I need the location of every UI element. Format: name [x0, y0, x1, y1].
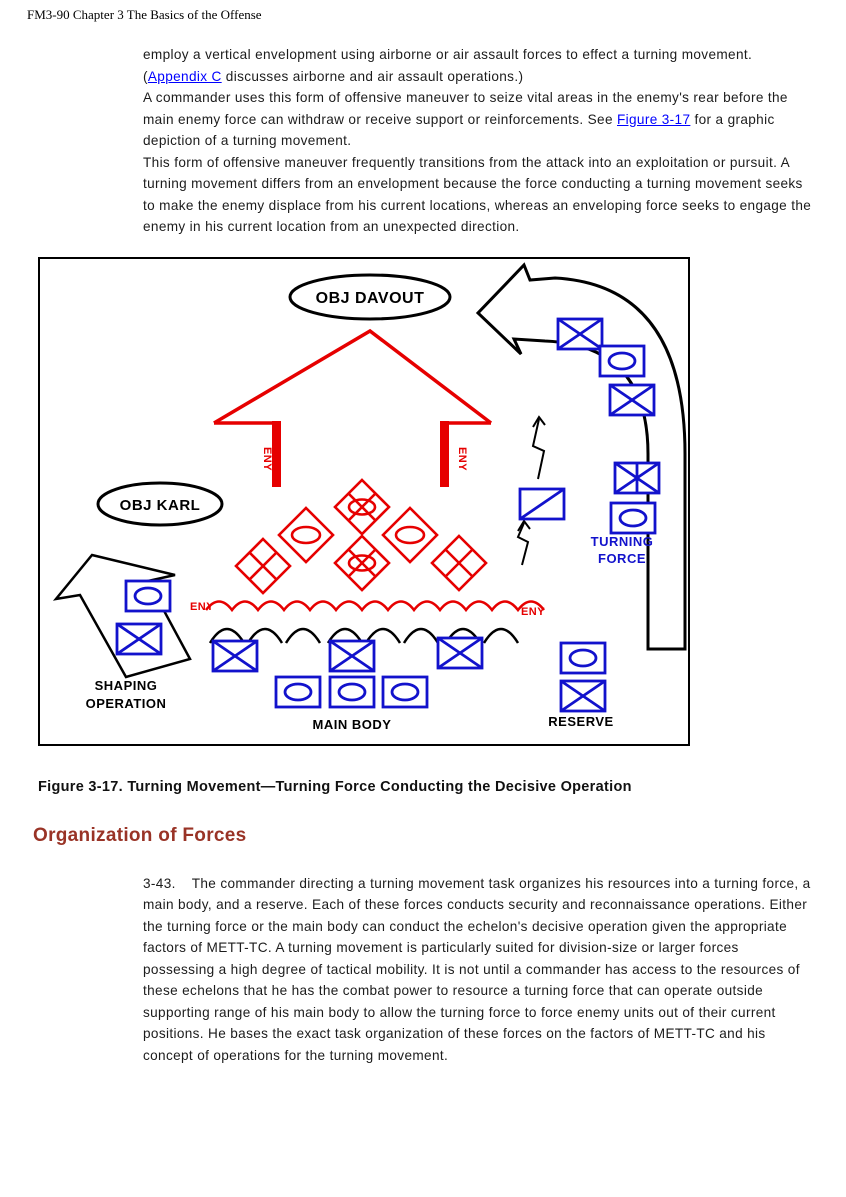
- paragraph-text: A commander uses this form of offensive maneuver to seize vital areas in the enemy's rear before the main enemy force can withdraw or receive support or reinforcements. See: [143, 90, 788, 127]
- section-heading: Organization of Forces: [33, 824, 247, 846]
- friendly-armor-symbol: [600, 346, 644, 376]
- friendly-armor-symbol: [126, 581, 170, 611]
- intro-paragraph-1: [143, 44, 812, 87]
- paragraph-3-43: [143, 873, 812, 1067]
- figure-caption: Figure 3-17. Turning Movement—Turning Force Conducting the Decisive Operation: [38, 778, 632, 795]
- bolt-arrowhead-icon: [518, 521, 530, 531]
- turning-force-label-line1: TURNING: [590, 533, 654, 549]
- main-body-label: MAIN BODY: [312, 716, 392, 732]
- paragraph-text: employ a vertical envelopment using airborne or air assault forces to effect a turning movement. (: [143, 47, 753, 84]
- fires-bolt-upper: [533, 417, 545, 479]
- friendly-armor-symbol: [611, 503, 655, 533]
- shaping-operation-label-line1: SHAPING: [94, 677, 158, 693]
- enemy-infantry-symbol: [236, 539, 290, 593]
- enemy-arrow-chevron: [214, 331, 491, 423]
- paragraph-text: for a graphic depiction of a turning movement.: [143, 111, 775, 148]
- paragraph-text: discusses airborne and air assault operations.): [221, 68, 524, 84]
- friendly-infantry-symbol: [117, 624, 161, 654]
- eny-label-left-shaft: ENY: [261, 446, 273, 471]
- shaping-operation-label-line2: OPERATION: [85, 695, 167, 711]
- turning-movement-diagram: [40, 259, 688, 744]
- obj-davout-label: OBJ DAVOUT: [315, 289, 425, 307]
- enemy-armor-symbol: [383, 508, 437, 562]
- enemy-flot-wavy-line: [206, 601, 544, 610]
- friendly-infantry-symbol: [558, 319, 602, 349]
- bolt-zigzag: [533, 419, 544, 479]
- friendly-infantry-symbol: [610, 385, 654, 415]
- friendly-armor-symbol: [330, 677, 374, 707]
- friendly-infantry-symbol: [438, 638, 482, 668]
- enemy-mech-infantry-symbol: [335, 536, 389, 590]
- eny-label-left-flot: ENY: [189, 600, 215, 613]
- eny-label-right-flot: ENY: [520, 605, 546, 618]
- friendly-armor-symbol: [276, 677, 320, 707]
- friendly-infantry-symbol: [213, 641, 257, 671]
- intro-paragraph-3: This form of offensive maneuver frequently transitions from the attack into an exploitation or pursuit. A turning movement differs from an envelopment because the force conducting a turning movement seeks to make the enemy displace from his current locations, whereas an enveloping force seeks to engage the enemy in his current location from an unexpected direction.: [143, 154, 812, 234]
- paragraph-text: The commander directing a turning movement task organizes his resources into a turning force, a main body, and a reserve. Each of these forces conducts security and reconnaissance operations. Either the turning force or the main body can conduct the echelon's decisive operation given the appropriate factors of METT-TC. A turning movement is particularly suited for division-size or larger forces possessing a high degree of tactical mobility. It is not until a commander has access to the resources of these echelons that he has the combat power to resource a turning force that can operate outside supporting range of his main body to allow the turning force to force enemy units out of their current positions. He bases the exact task organization of these forces on the factors of METT-TC and his concept of operations for the turning movement.: [143, 875, 811, 1063]
- friendly-infantry-symbol: [615, 463, 659, 493]
- shaping-operation-arrow: [56, 555, 190, 677]
- fires-bolt-lower: [518, 521, 530, 565]
- friendly-cavalry-symbol: [520, 489, 564, 519]
- turning-force-label-line2: FORCE: [598, 550, 646, 566]
- obj-karl-label: OBJ KARL: [119, 496, 201, 514]
- figure-3-17-frame: [38, 257, 690, 746]
- chapter-breadcrumb: FM3-90 Chapter 3 The Basics of the Offense: [27, 7, 262, 22]
- friendly-armor-symbol: [383, 677, 427, 707]
- paragraph-number: 3-43.: [143, 875, 176, 891]
- friendly-armor-symbol: [561, 643, 605, 673]
- enemy-arrow-right-shaft: [440, 421, 449, 487]
- intro-text-block: [143, 44, 812, 238]
- intro-paragraph-2: [143, 87, 812, 152]
- enemy-mech-infantry-symbol: [335, 480, 389, 534]
- enemy-infantry-symbol: [432, 536, 486, 590]
- appendix-c-link[interactable]: Appendix C: [147, 68, 222, 84]
- eny-label-right-shaft: ENY: [456, 446, 468, 471]
- reserve-label: RESERVE: [548, 713, 614, 729]
- friendly-infantry-symbol: [561, 681, 605, 711]
- enemy-armor-symbol: [279, 508, 333, 562]
- figure-3-17-link[interactable]: Figure 3-17: [617, 111, 691, 127]
- friendly-infantry-symbol: [330, 641, 374, 671]
